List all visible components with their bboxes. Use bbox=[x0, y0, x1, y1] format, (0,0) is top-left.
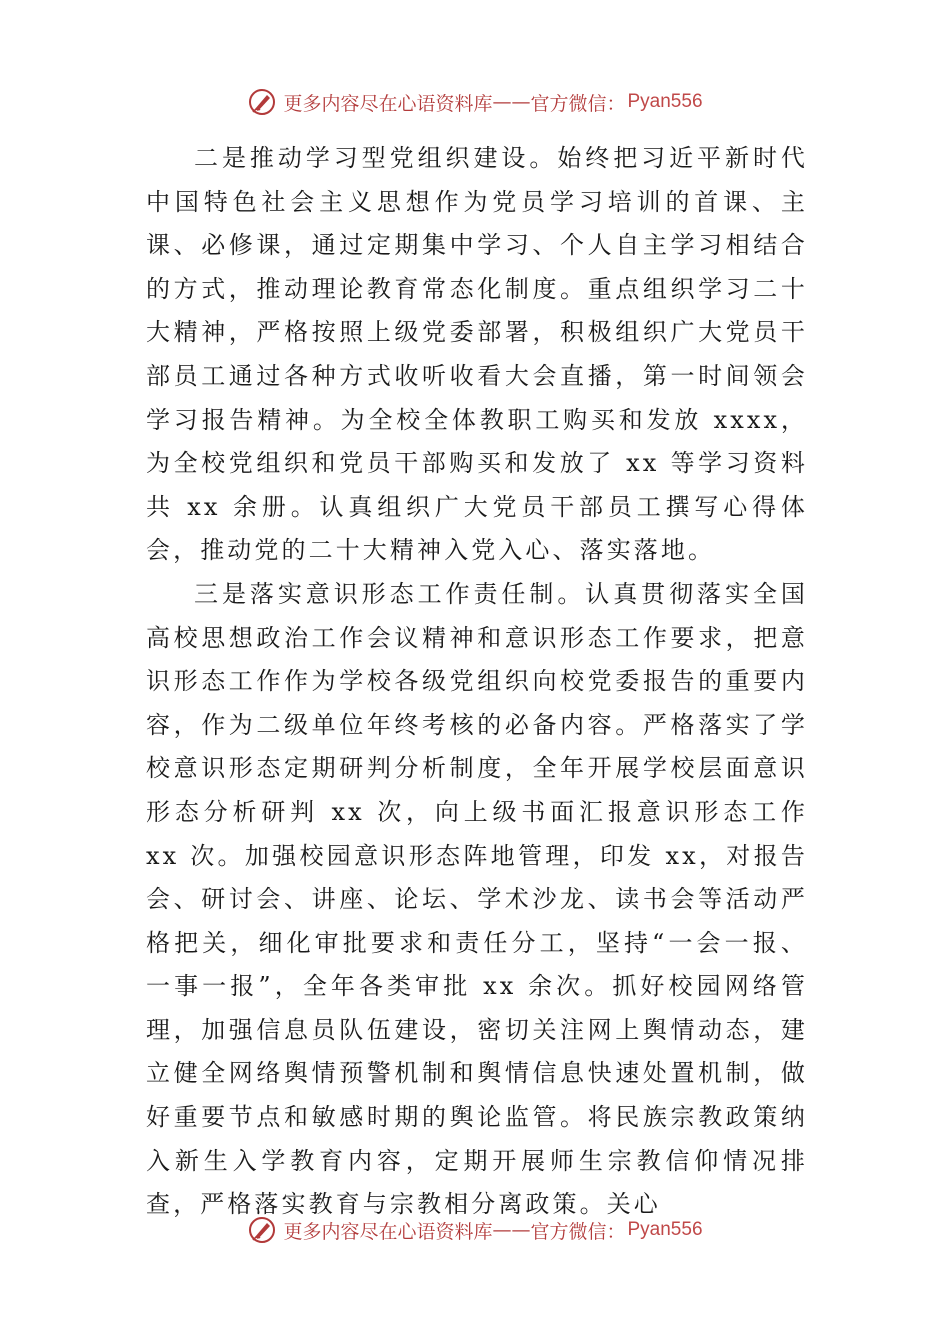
banner-dash: —— bbox=[492, 91, 531, 113]
pen-logo-icon bbox=[247, 87, 277, 117]
banner-wechat-label: 官方微信： bbox=[530, 92, 626, 115]
banner-handle: Pyan556 bbox=[627, 1219, 703, 1240]
pen-logo-icon bbox=[247, 1215, 277, 1245]
paragraph-1: 二是推动学习型党组织建设。始终把习近平新时代中国特色社会主义思想作为党员学习培训的首课、主课、必修课，通过定期集中学习、个人自主学习相结合的方式，推动理论教育常态化制度。重点组织学习二十大精神，严格按照上级党委部署，积极组织广大党员干部员工通过各种方式收听收看大会直播，第一时间领会学习报告精神。为全校全体教职工购买和发放 xxxx，为全校党组织和党员干部购买和发放了 xx 等学习资料共 xx 余册。认真组织广大党员干部员工撰写心得体会，推动党的二十大精神入党入心、落实落地。 bbox=[146, 144, 808, 565]
body-text bbox=[146, 137, 808, 1227]
header-watermark-banner bbox=[0, 84, 950, 120]
banner-site-text: 更多内容尽在心语资料库 bbox=[283, 92, 493, 115]
footer-watermark-banner bbox=[0, 1212, 950, 1248]
banner-site-text: 更多内容尽在心语资料库 bbox=[283, 1220, 493, 1243]
banner-wechat-label: 官方微信： bbox=[530, 1220, 626, 1243]
paragraph-2: 三是落实意识形态工作责任制。认真贯彻落实全国高校思想政治工作会议精神和意识形态工作要求，把意识形态工作作为学校各级党组织向校党委报告的重要内容，作为二级单位年终考核的必备内容。严格落实了学校意识形态定期研判分析制度，全年开展学校层面意识形态分析研判 xx 次，向上级书面汇报意识形态工作 xx 次。加强校园意识形态阵地管理，印发 xx，对报告会、研讨会、讲座、论坛、学术沙龙、读书会等活动严格把关，细化审批要求和责任分工，坚持“一会一报、一事一报”，全年各类审批 xx 余次。抓好校园网络管理，加强信息员队伍建设，密切关注网上舆情动态，建立健全网络舆情预警机制和舆情信息快速处置机制，做好重要节点和敏感时期的舆论监管。将民族宗教政策纳入新生入学教育内容，定期开展师生宗教信仰情况排查，严格落实教育与宗教相分离政策。关心 bbox=[146, 579, 808, 1219]
banner-handle: Pyan556 bbox=[627, 91, 703, 112]
banner-dash: —— bbox=[492, 1219, 531, 1241]
